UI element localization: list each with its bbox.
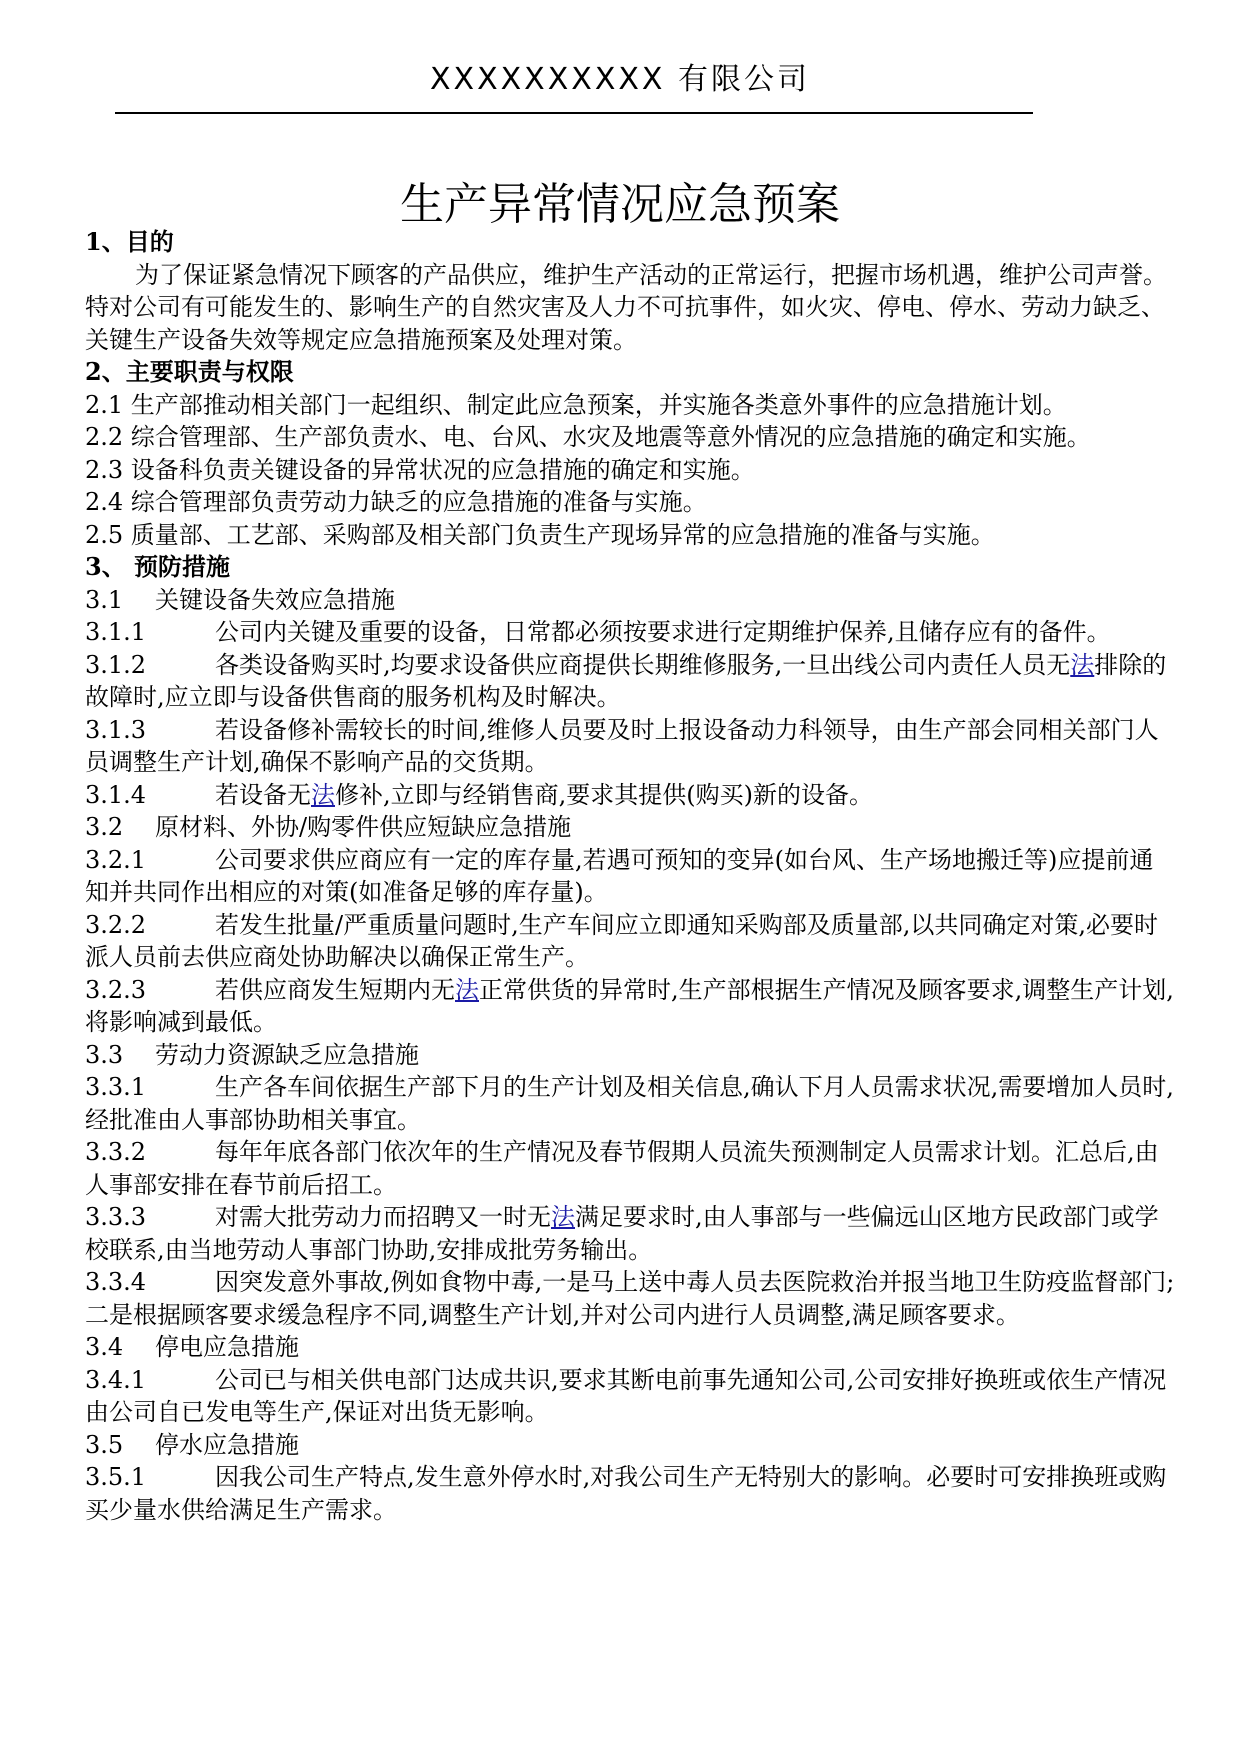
document-body [85, 226, 1177, 1526]
section-heading-measures: 3、 预防措施 [85, 552, 231, 581]
clause-3-4-1 [85, 1364, 1177, 1429]
clause-3-1-1 [85, 616, 1177, 649]
clause-3-3-1 [85, 1071, 1177, 1136]
header-divider [115, 112, 1033, 114]
hyperlink-fa[interactable]: 法 [551, 1203, 575, 1231]
company-header: XXXXXXXXXX 有限公司 [429, 62, 811, 97]
clause-text: 若发生批量/严重质量问题时,生产车间应立即通知采购部及质量部,以共同确定对策,必要时派人员前去供应商处协助解决以确保正常生产。 [85, 910, 1158, 971]
subsection-title: 关键设备失效应急措施 [155, 585, 395, 614]
clause-3-2-1 [85, 844, 1177, 909]
clause-number: 3.1.4 [85, 780, 147, 809]
clause-2-3: 2.3 设备科负责关键设备的异常状况的应急措施的确定和实施。 [85, 455, 755, 484]
clause-number: 3.2.2 [85, 910, 147, 939]
subsection-title: 停水应急措施 [155, 1430, 299, 1459]
clause-2-5: 2.5 质量部、工艺部、采购部及相关部门负责生产现场异常的应急措施的准备与实施。 [85, 520, 995, 549]
clause-3-1-2 [85, 649, 1177, 714]
clause-text: 公司内关键及重要的设备，日常都必须按要求进行定期维护保养,且储存应有的备件。 [215, 618, 1111, 646]
clause-number: 3.2 [85, 813, 124, 841]
hyperlink-fa[interactable]: 法 [1070, 650, 1095, 679]
clause-3-3-4 [85, 1266, 1177, 1331]
clause-2-4: 2.4 综合管理部负责劳动力缺乏的应急措施的准备与实施。 [85, 488, 707, 516]
clause-number: 3.1.1 [85, 618, 147, 646]
clause-number: 3.3.1 [85, 1073, 147, 1101]
clause-text-cont: 修补,立即与经销售商,要求其提供(购买)新的设备。 [335, 780, 873, 809]
clause-number: 3.1.2 [85, 650, 147, 679]
subsection-3-1 [85, 584, 1177, 617]
clause-number: 3.3.3 [85, 1203, 147, 1231]
clause-3-3-3 [85, 1201, 1177, 1266]
document-title: 生产异常情况应急预案 [400, 179, 840, 230]
clause-number: 3.2.3 [85, 975, 147, 1004]
section-heading-purpose: 1、目的 [85, 227, 174, 256]
clause-text: 生产各车间依据生产部下月的生产计划及相关信息,确认下月人员需求状况,需要增加人员时,经批准由人事部协助相关事宜。 [85, 1073, 1174, 1134]
clause-number: 3.3 [85, 1040, 124, 1069]
clause-2-1: 2.1 生产部推动相关部门一起组织、制定此应急预案，并实施各类意外事件的应急措施计划。 [85, 390, 1067, 419]
clause-text: 对需大批劳动力而招聘又一时无 [215, 1203, 551, 1231]
clause-3-2-2 [85, 909, 1177, 974]
subsection-3-3 [85, 1039, 1177, 1072]
clause-text: 若设备无 [215, 780, 311, 809]
clause-text: 公司已与相关供电部门达成共识,要求其断电前事先通知公司,公司安排好换班或依生产情况由公司自已发电等生产,保证对出货无影响。 [85, 1365, 1167, 1426]
clause-number: 3.5 [85, 1430, 124, 1459]
clause-text-cont: 排除的故障时,应立即与设备供售商的服务机构及时解决。 [85, 650, 1167, 711]
clause-text: 公司要求供应商应有一定的库存量,若遇可预知的变异(如台风、生产场地搬迁等)应提前通知并共同作出相应的对策(如准备足够的库存量)。 [85, 845, 1154, 906]
clause-3-2-3 [85, 974, 1177, 1039]
hyperlink-fa[interactable]: 法 [311, 780, 335, 809]
purpose-paragraph: 为了保证紧急情况下顾客的产品供应，维护生产活动的正常运行，把握市场机遇，维护公司声誉。特对公司有可能发生的、影响生产的自然灾害及人力不可抗事件，如火灾、停电、停水、劳动力缺乏、关键生产设备失效等规定应急措施预案及处理对策。 [85, 260, 1167, 354]
clause-number: 3.3.2 [85, 1138, 147, 1166]
clause-text-cont: 满足要求时,由人事部与一些偏远山区地方民政部门或学校联系,由当地劳动人事部门协助,安排成批劳务输出。 [85, 1203, 1159, 1264]
clause-3-5-1 [85, 1461, 1177, 1526]
clause-3-3-2 [85, 1136, 1177, 1201]
clause-text: 各类设备购买时,均要求设备供应商提供长期维修服务,一旦出线公司内责任人员无 [215, 650, 1071, 679]
hyperlink-fa[interactable]: 法 [455, 975, 479, 1004]
subsection-title: 停电应急措施 [155, 1333, 299, 1361]
clause-text: 因突发意外事故,例如食物中毒,一是马上送中毒人员去医院救治并报当地卫生防疫监督部门;二是根据顾客要求缓急程序不同,调整生产计划,并对公司内进行人员调整,满足顾客要求。 [85, 1268, 1175, 1329]
clause-number: 3.2.1 [85, 845, 147, 874]
subsection-title: 原材料、外协/购零件供应短缺应急措施 [155, 813, 572, 841]
clause-3-1-3 [85, 714, 1177, 779]
clause-text: 每年年底各部门依次年的生产情况及春节假期人员流失预测制定人员需求计划。汇总后,由人事部安排在春节前后招工。 [85, 1138, 1159, 1199]
clause-3-1-4 [85, 779, 1177, 812]
subsection-3-4 [85, 1331, 1177, 1364]
clause-text-cont: 正常供货的异常时,生产部根据生产情况及顾客要求,调整生产计划,将影响减到最低。 [85, 975, 1174, 1036]
clause-number: 3.4 [85, 1333, 124, 1361]
subsection-3-5 [85, 1429, 1177, 1462]
clause-text: 若设备修补需较长的时间,维修人员要及时上报设备动力科领导，由生产部会同相关部门人员调整生产计划,确保不影响产品的交货期。 [85, 715, 1159, 776]
clause-text: 若供应商发生短期内无 [215, 975, 455, 1004]
clause-text: 因我公司生产特点,发生意外停水时,对我公司生产无特别大的影响。必要时可安排换班或购买少量水供给满足生产需求。 [85, 1463, 1167, 1524]
subsection-title: 劳动力资源缺乏应急措施 [155, 1040, 419, 1069]
clause-number: 3.3.4 [85, 1268, 147, 1296]
section-heading-responsibilities: 2、主要职责与权限 [85, 357, 294, 386]
subsection-3-2 [85, 811, 1177, 844]
clause-number: 3.1.3 [85, 715, 147, 744]
clause-number: 3.5.1 [85, 1463, 147, 1491]
clause-number: 3.4.1 [85, 1365, 147, 1394]
clause-2-2: 2.2 综合管理部、生产部负责水、电、台风、水灾及地震等意外情况的应急措施的确定和实施。 [85, 423, 1091, 451]
clause-number: 3.1 [85, 585, 124, 614]
